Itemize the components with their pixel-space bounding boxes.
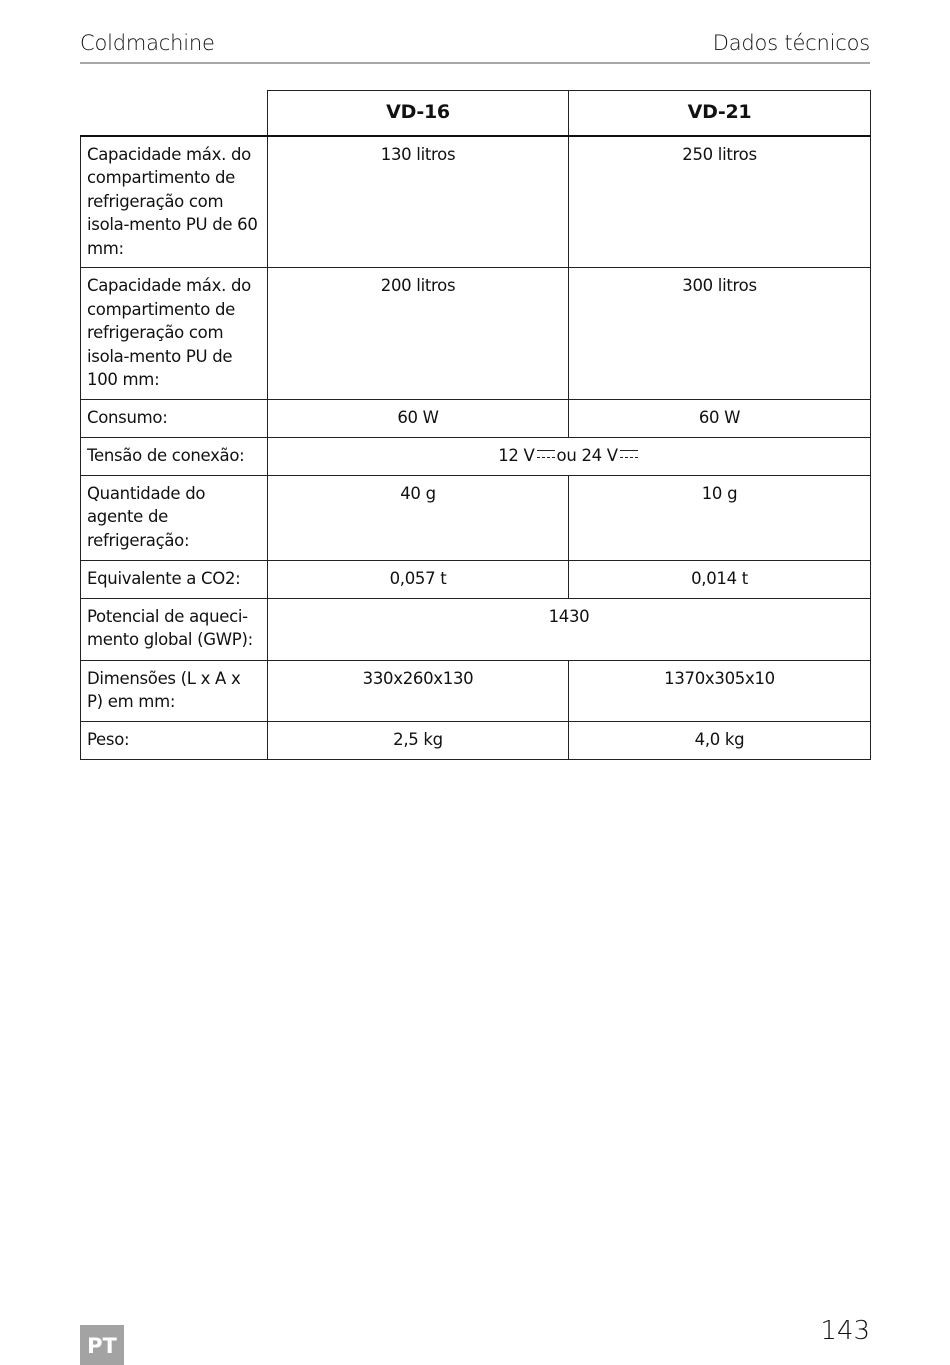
table-row [81,475,871,560]
row-label-text: Tensão de conexão: [87,445,245,465]
row-label-text: Capacidade máx. do compartimento de refrigeração com isola-mento PU de 60 mm: [87,144,258,258]
table-header-row [81,91,871,136]
direct-current-icon [620,450,638,458]
table-row [81,560,871,598]
value-cell: 330x260x130 [268,660,569,721]
voltage-24v: ou 24 V [556,445,618,465]
header-product-name: Coldmachine [80,31,215,55]
table-row [81,136,871,268]
row-label-text: Consumo: [87,407,168,427]
row-label [81,475,268,560]
row-label [81,560,268,598]
row-label-text: Equivalente a CO2: [87,568,241,588]
value-cell: 4,0 kg [569,721,871,759]
value-cell: 200 litros [268,268,569,400]
row-label [81,268,268,400]
value-cell: 10 g [569,475,871,560]
row-label [81,660,268,721]
direct-current-icon [537,450,555,458]
technical-data-table [80,90,871,760]
voltage-12v: 12 V [498,445,535,465]
value-cell: 1370x305x10 [569,660,871,721]
table-row [81,268,871,400]
value-cell: 300 litros [569,268,871,400]
column-header-vd21: VD-21 [569,91,871,136]
value-cell: 0,057 t [268,560,569,598]
table-row [81,721,871,759]
row-label [81,437,268,475]
row-label [81,721,268,759]
page-header [80,28,870,64]
merged-value-cell: 1430 [268,598,871,660]
value-cell: 2,5 kg [268,721,569,759]
value-cell: 250 litros [569,136,871,268]
value-cell: 40 g [268,475,569,560]
row-label-text: Potencial de aqueci-mento global (GWP): [87,606,253,649]
row-label-text: Capacidade máx. do compartimento de refrigeração com isola-mento PU de 100 mm: [87,276,251,389]
merged-value-cell [268,437,871,475]
header-section-title: Dados técnicos [712,31,870,55]
page-number: 143 [820,1316,870,1346]
value-cell: 60 W [569,399,871,437]
row-label-text: Peso: [87,729,130,749]
row-label [81,399,268,437]
language-badge: PT [80,1325,124,1365]
value-cell: 0,014 t [569,560,871,598]
column-header-vd16: VD-16 [268,91,569,136]
table-row [81,660,871,721]
table-row [81,437,871,475]
row-label [81,136,268,268]
table-row [81,598,871,660]
table-row [81,399,871,437]
row-label-text: Quantidade do agente de refrigeração: [87,483,206,550]
header-empty-cell [81,91,268,136]
row-label-text: Dimensões (L x A x P) em mm: [87,668,241,711]
value-cell: 130 litros [268,136,569,268]
value-cell: 60 W [268,399,569,437]
row-label [81,598,268,660]
